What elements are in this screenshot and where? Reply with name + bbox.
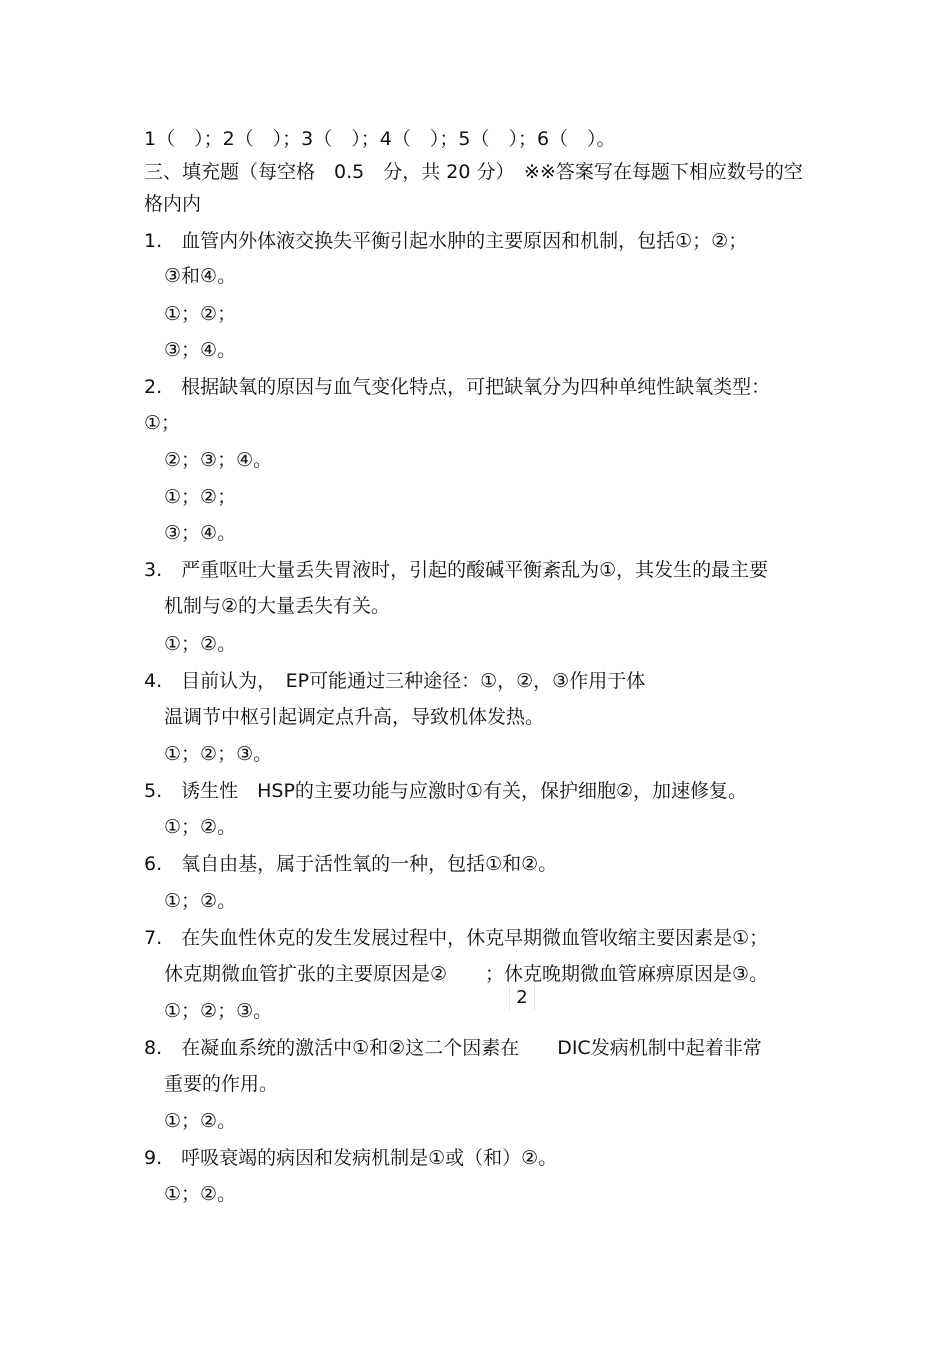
question-7: 7. 在失血性休克的发生发展过程中，休克早期微血管收缩主要因素是①； [144, 927, 769, 949]
question-2: 2. 根据缺氧的原因与血气变化特点，可把缺氧分为四种单纯性缺氧类型： [144, 376, 771, 398]
question-2-cont: ①； [144, 412, 181, 434]
answer-line: ①；②；③。 [164, 1000, 273, 1022]
question-8-cont: 重要的作用。 [164, 1073, 279, 1095]
page-number: 2 [509, 986, 535, 1010]
question-1-cont: ③和④。 [164, 265, 237, 287]
section-heading-cont: 格内内 [144, 193, 202, 215]
answer-line: ①；②； [164, 303, 237, 325]
answer-line: ③；④。 [164, 522, 237, 544]
question-6: 6. 氧自由基，属于活性氧的一种，包括①和②。 [144, 853, 558, 875]
question-4: 4. 目前认为， EP可能通过三种途径：①，②，③作用于体 [144, 670, 646, 692]
answer-line: ①；②。 [164, 890, 237, 912]
answer-line: ①；②；③。 [164, 743, 273, 765]
section-heading: 三、填充题（每空格 0.5 分，共 20 分） ※※答案写在每题下相应数号的空 [144, 161, 803, 183]
answer-blanks-line: 1（ ）；2（ ）；3（ ）；4（ ）；5（ ）；6（ ）。 [144, 128, 616, 150]
question-2-cont: ②；③；④。 [164, 449, 273, 471]
answer-line: ①；②； [164, 486, 237, 508]
answer-line: ①；②。 [164, 1110, 237, 1132]
answer-line: ①；②。 [164, 633, 237, 655]
answer-line: ①；②。 [164, 816, 237, 838]
question-5: 5. 诱生性 HSP的主要功能与应激时①有关，保护细胞②，加速修复。 [144, 780, 748, 802]
question-7-cont: 休克期微血管扩张的主要原因是② ；休克晚期微血管麻痹原因是③。 [164, 963, 769, 985]
question-3: 3. 严重呕吐大量丢失胃液时，引起的酸碱平衡紊乱为①，其发生的最主要 [144, 559, 769, 581]
question-8: 8. 在凝血系统的激活中①和②这二个因素在 DIC发病机制中起着非常 [144, 1037, 762, 1059]
question-4-cont: 温调节中枢引起调定点升高，导致机体发热。 [164, 706, 545, 728]
question-1: 1. 血管内外体液交换失平衡引起水肿的主要原因和机制，包括①；②； [144, 230, 748, 252]
answer-line: ①；②。 [164, 1183, 237, 1205]
question-3-cont: 机制与②的大量丢失有关。 [164, 595, 391, 617]
answer-line: ③；④。 [164, 339, 237, 361]
question-9: 9. 呼吸衰竭的病因和发病机制是①或（和）②。 [144, 1147, 558, 1169]
